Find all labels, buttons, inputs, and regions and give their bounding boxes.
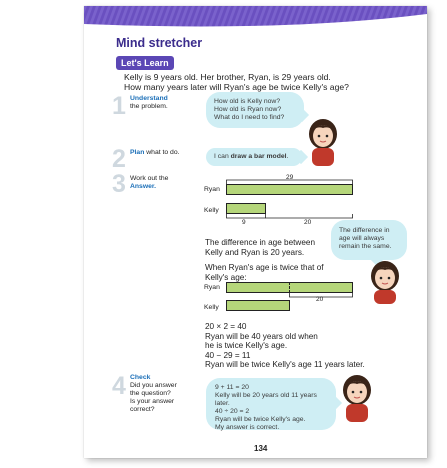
model1-kelly-value: 9 (242, 219, 246, 226)
step-3-text (130, 175, 200, 191)
model1-ryan-value: 29 (286, 174, 294, 181)
model1-kelly-label: Kelly (204, 207, 219, 214)
bubble4-line-1: 9 + 11 = 20 (215, 384, 249, 391)
model1-kelly-bar (226, 203, 266, 214)
girl-illustration-icon (368, 260, 402, 304)
model1-ryan-label: Ryan (204, 186, 220, 193)
model2-divider (289, 282, 290, 293)
difference-line-1: The difference in age between (205, 238, 316, 247)
step-4-line-3: Is your answer (130, 398, 175, 405)
step-4-number: 4 (112, 372, 126, 400)
bubble4-line-5: My answer is correct. (215, 424, 280, 431)
bubble2-prefix: I can (214, 153, 231, 160)
problem-statement (124, 72, 349, 92)
bubble4-line-4: Ryan will be twice Kelly's age. (215, 416, 306, 423)
working-line-3: he is twice Kelly's age. (205, 341, 288, 351)
speech-bubble-difference (331, 220, 407, 260)
working-line-1: 20 × 2 = 40 (205, 322, 247, 331)
speech-bubble-understand (206, 92, 304, 128)
step-1-text (130, 95, 200, 111)
step-1-keyword: Understand (130, 95, 168, 102)
bubble1-line-1: How old is Kelly now? (214, 98, 281, 105)
model2-kelly-label: Kelly (204, 304, 219, 311)
bubble1-line-2: How old is Ryan now? (214, 106, 282, 113)
textbook-page (84, 6, 427, 458)
bubble2-bold: draw a bar model (230, 153, 287, 160)
step-3-prefix: Work out the (130, 175, 169, 182)
step-1-rest: the problem. (130, 103, 168, 110)
step-2-keyword: Plan (130, 149, 145, 156)
step-4-line-1: Did you answer (130, 382, 177, 389)
bubble3-line-1: The difference in (339, 227, 390, 234)
page-number: 134 (254, 444, 268, 453)
step-3-number: 3 (112, 170, 126, 198)
model2-diff-value: 20 (316, 296, 324, 303)
problem-line-2: How many years later will Ryan's age be twice Kelly's age? (124, 82, 349, 92)
working-text (205, 322, 365, 370)
step-4-line-4: correct? (130, 406, 155, 413)
header-band (84, 6, 427, 28)
model1-ryan-bar (226, 184, 353, 195)
speech-bubble-check (206, 378, 336, 430)
working-line-4: 40 − 29 = 11 (205, 350, 251, 360)
model2-ryan-label: Ryan (204, 284, 220, 291)
twice-text (205, 263, 324, 282)
speech-bubble-plan (206, 148, 302, 166)
problem-line-1: Kelly is 9 years old. Her brother, Ryan, is 29 years old. (124, 72, 331, 82)
page-title: Mind stretcher (116, 36, 203, 50)
step-2-rest: what to do. (146, 149, 180, 156)
lets-learn-badge: Let's Learn (116, 56, 174, 70)
working-line-5: Ryan will be twice Kelly's age 11 years later. (205, 360, 365, 370)
step-3-keyword: Answer. (130, 183, 157, 190)
step-2-number: 2 (112, 145, 126, 173)
bubble3-line-3: remain the same. (339, 243, 392, 250)
step-4-line-2: the question? (130, 390, 171, 397)
bubble4-line-3: 40 ÷ 20 = 2 (215, 408, 250, 415)
difference-line-2: Kelly and Ryan is 20 years. (205, 247, 305, 257)
difference-text (205, 238, 315, 257)
model2-kelly-bar (226, 300, 290, 311)
model1-diff-value: 20 (304, 219, 312, 226)
twice-line-2: Kelly's age: (205, 272, 247, 282)
working-line-2: Ryan will be 40 years old when (205, 331, 318, 341)
step-1-number: 1 (112, 92, 126, 120)
bubble4-line-2: Kelly will be 20 years old 11 years later. (215, 392, 317, 407)
bubble1-line-3: What do I need to find? (214, 114, 285, 121)
step-4-text (130, 374, 200, 414)
girl-illustration-icon (306, 118, 340, 166)
girl-illustration-icon (340, 374, 374, 422)
bubble2-suffix: . (286, 153, 289, 160)
step-4-keyword: Check (130, 374, 151, 381)
step-2-text (130, 149, 200, 157)
bubble3-line-2: age will always (339, 235, 385, 242)
twice-line-1: When Ryan's age is twice that of (205, 263, 324, 272)
